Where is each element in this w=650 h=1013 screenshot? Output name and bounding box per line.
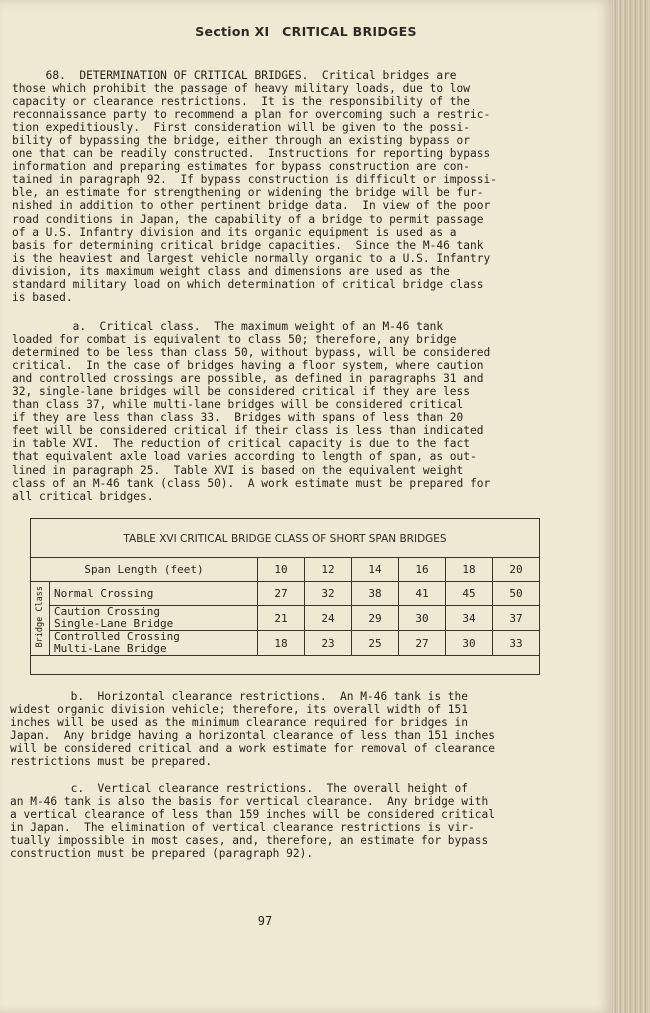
span-cell: 18: [446, 558, 493, 582]
paragraph-c-vertical-clearance: c. Vertical clearance restrictions. The overall height of an M-46 tank is also the basis for vertical clearance. Any bridge with a vertical clearance of less than 159 inches will be considered critical in Japan. The elimination of vertical clearance restrictions is vir- tually impossible in most cases, and, therefore, an estimate for bypass construction must be prepared (paragraph 92).: [10, 782, 495, 861]
span-cell: 10: [258, 558, 305, 582]
class-cell: 41: [399, 582, 446, 606]
paragraph-68: 68. DETERMINATION OF CRITICAL BRIDGES. Critical bridges are those which prohibit the passage of heavy military loads, due to low capacity or clearance restrictions. It is the responsibility of the reconnaissance party to recommend a plan for overcoming such a restric- tion expeditiously. First consideration will be given to the possi- bility of bypassing the bridge, either through an existing bypass or one that can be readily constructed. Instructions for reporting bypass information and preparing estimates for bypass construction are con- tained in paragraph 92. If bypass construction is difficult or impossi- ble, an estimate for strengthening or widening the bridge will be fur- nished in addition to other pertinent bridge data. In view of the poor road conditions in Japan, the capability of a bridge to permit passage of a U.S. Infantry division and its organic equipment is used as a basis for determining critical bridge capacities. Since the M-46 tank is the heaviest and largest vehicle normally organic to a U.S. Infantry division, its maximum weight class and dimensions are used as the standard military load on which determination of critical bridge class is based.: [12, 69, 497, 304]
row-label: [50, 631, 258, 656]
row-label: [50, 606, 258, 631]
span-length-label: Span Length (feet): [31, 558, 258, 582]
row-label-line: Controlled Crossing: [54, 630, 180, 643]
table-row: [31, 631, 540, 656]
paragraph-a-critical-class: a. Critical class. The maximum weight of an M-46 tank loaded for combat is equivalent to class 50; therefore, any bridge determined to be less than class 50, without bypass, will be considered critical. In the case of bridges having a floor system, where caution and controlled crossings are possible, as defined in paragraphs 31 and 32, single-lane bridges will be considered critical if they are less than class 37, while multi-lane bridges will be considered critical if they are less than class 33. Bridges with spans of less than 20 feet will be considered critical if their class is less than indicated in table XVI. The reduction of critical capacity is due to the fact that equivalent axle load varies according to length of span, as out- lined in paragraph 25. Table XVI is based on the equivalent weight class of an M-46 tank (class 50). A work estimate must be prepared for all critical bridges.: [12, 320, 491, 503]
span-cell: 12: [305, 558, 352, 582]
class-cell: 18: [258, 631, 305, 656]
table-title: TABLE XVI CRITICAL BRIDGE CLASS OF SHORT SPAN BRIDGES: [123, 533, 447, 545]
critical-class-table: [30, 557, 540, 656]
class-cell: 24: [305, 606, 352, 631]
class-cell: 23: [305, 631, 352, 656]
span-header-row: [31, 558, 540, 582]
class-cell: 38: [352, 582, 399, 606]
page-number: 97: [257, 914, 273, 928]
table-row: [31, 606, 540, 631]
class-cell: 50: [493, 582, 540, 606]
class-cell: 30: [399, 606, 446, 631]
page-stack-edge: [612, 0, 650, 1013]
table-row: [31, 582, 540, 606]
class-cell: 27: [258, 582, 305, 606]
paragraph-b-horizontal-clearance: b. Horizontal clearance restrictions. An M-46 tank is the widest organic division vehicle; therefore, its overall width of 151 inches will be used as the minimum clearance required for bridges in Japan. Any bridge having a horizontal clearance of less than 151 inches will be considered critical and a work estimate for removal of clearance restrictions must be prepared.: [10, 690, 495, 769]
class-cell: 21: [258, 606, 305, 631]
bridge-class-text: Bridge Class: [34, 586, 45, 648]
row-label: Normal Crossing: [50, 582, 258, 606]
row-label-line: Caution Crossing: [54, 605, 160, 618]
span-cell: 14: [352, 558, 399, 582]
class-cell: 29: [352, 606, 399, 631]
bridge-class-group-label: [31, 582, 50, 656]
section-title: CRITICAL BRIDGES: [282, 24, 417, 39]
table-xvi: [30, 518, 540, 675]
class-cell: 25: [352, 631, 399, 656]
span-cell: 20: [493, 558, 540, 582]
class-cell: 30: [446, 631, 493, 656]
span-cell: 16: [399, 558, 446, 582]
class-cell: 32: [305, 582, 352, 606]
class-cell: 37: [493, 606, 540, 631]
class-cell: 33: [493, 631, 540, 656]
section-label: Section XI: [195, 24, 270, 39]
row-label-line: Single-Lane Bridge: [54, 617, 174, 630]
class-cell: 34: [446, 606, 493, 631]
class-cell: 27: [399, 631, 446, 656]
class-cell: 45: [446, 582, 493, 606]
row-label-line: Multi-Lane Bridge: [54, 642, 167, 655]
page-header: [0, 24, 612, 39]
